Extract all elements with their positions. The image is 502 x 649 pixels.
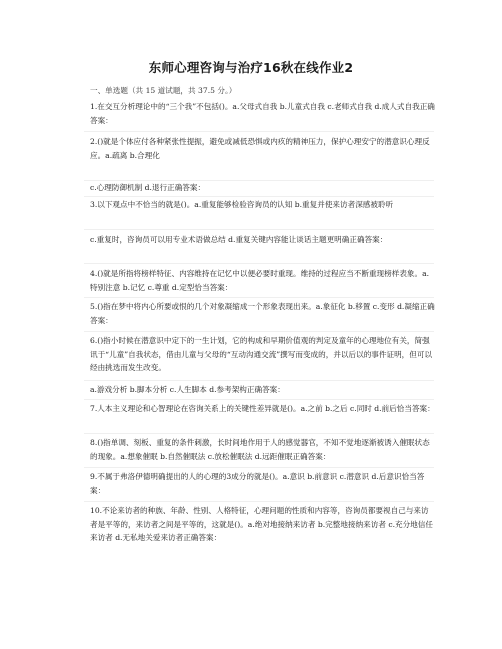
question-10: 10.不论来访者的种族、年龄、性别、人格特征，心理问题的性质和内容等，咨询员都要视自己与来访者是平等的，来访者之间是平等的，这就是()。a.绝对地接纳来访者 b.完整地接纳来访者 c.充分地信任来访者 d.无私地关爱来访者正确答案：: [90, 506, 433, 542]
question-8: 8.()指单调、刻板、重复的条件刺激，长时间地作用于人的感觉器官，不知不觉地逐渐被诱入催眠状态的现象。a.想象催眠 b.自然催眠法 c.放松催眠法 d.远距催眠正确答案：: [90, 438, 430, 461]
divider: [84, 297, 434, 298]
divider: [84, 380, 434, 381]
divider: [84, 229, 434, 230]
question-7: 7.人本主义理论和心智理论在咨询关系上的关键性差异就是()。a.之前 b.之后 c.同时 d.前后恰当答案：: [90, 404, 435, 413]
question-9: 9.不属于弗洛伊德明确提出的人的心理的3成分的就是()。a.意识 b.前意识 c.潜意识 d.后意识恰当答案：: [90, 472, 425, 495]
divider: [84, 196, 434, 197]
divider: [84, 399, 434, 400]
divider: [84, 433, 434, 434]
question-3: 3.以下观点中不恰当的就是()。a.重复能够检验咨询员的认知 b.重复并使来访者深感被聆听: [90, 200, 394, 209]
question-6-options: a.游戏分析 b.脚本分析 c.人生脚本 d.参考架构正确答案：: [90, 385, 285, 394]
question-2-options: c.心理防御机制 d.退行正确答案：: [90, 183, 206, 192]
question-3-options: c.重复时，咨询员可以用专业术语做总结 d.重复关键内容能让谈话主题更明确正确答案：: [90, 235, 388, 244]
divider: [84, 331, 434, 332]
question-1: 1.在交互分析理论中的“三个我”不包括()。a.父母式自我 b.儿童式自我 c.老师式自我 d.成人式自我正确答案：: [90, 102, 435, 125]
question-2: 2.()就是个体应付各种紧张性提振，避免或减低恐惧或内疚的精神压力，保护心理安宁的潜意识心理反应。a.疏离 b.合理化: [90, 137, 430, 160]
question-4: 4.()就是所指将榜样特征、内容维持在记忆中以便必要时重现。维持的过程应当不断重现榜样表象。a.特别注意 b.记忆 c.尊重 d.定型恰当答案：: [90, 269, 430, 292]
question-6: 6.()指小时候在潜意识中定下的一生计划，它的构成和早期价值观的判定及童年的心理地位有关，简强讯于“儿童”自我状态，借由儿童与父母的“互动沟通交流”撰写而变成的，并以后以的事件证明，但可以经由挑选而发生改变。: [90, 336, 433, 372]
divider: [84, 263, 434, 264]
question-5: 5.()指在梦中将内心所要或恨的几个对象凝缩成一个形象表现出来。a.象征化 b.移置 c.变形 d.凝缩正确答案：: [90, 302, 435, 325]
divider: [84, 467, 434, 468]
divider: [84, 501, 434, 502]
document-title: 东师心理咨询与治疗16秋在线作业2: [148, 60, 354, 75]
section-heading: 一、单选题（共 15 道试题，共 37.5 分。）: [90, 86, 237, 95]
divider: [84, 131, 434, 132]
